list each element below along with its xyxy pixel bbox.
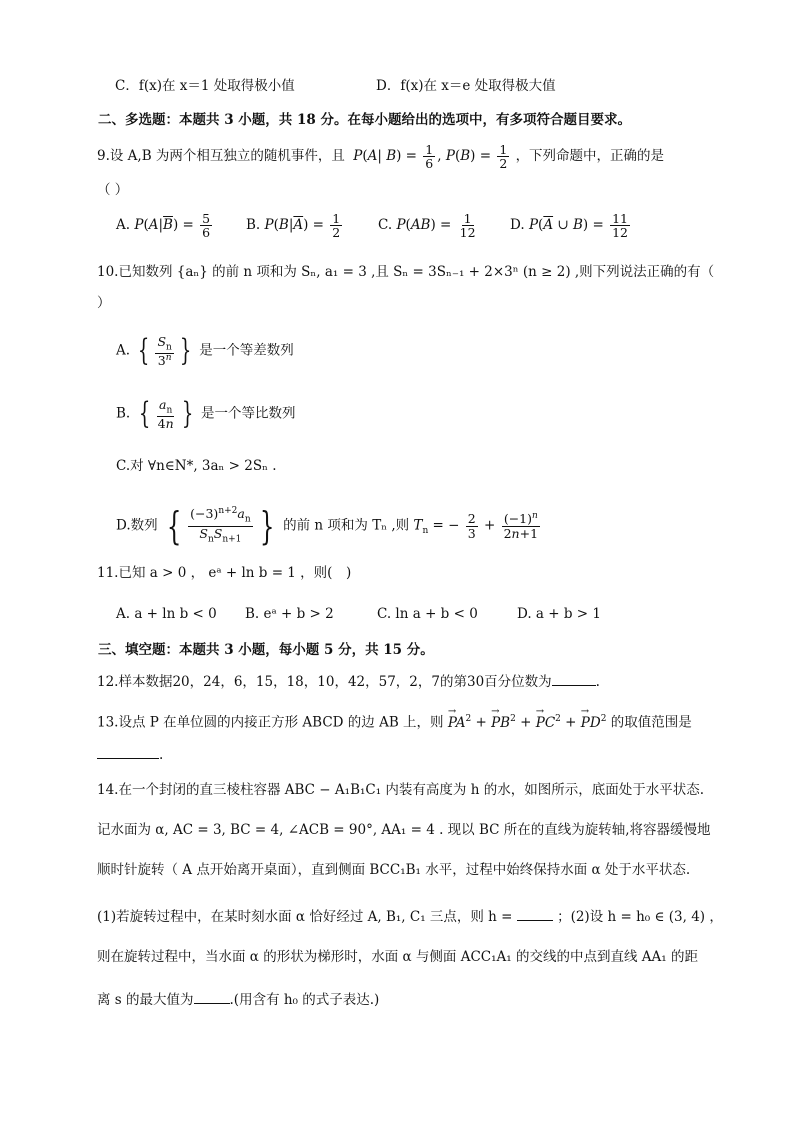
- q14-line-6: 离 s 的最大值为 .(用含有 h₀ 的式子表达.): [97, 989, 379, 1010]
- q13-stem: 13.设点 P 在单位圆的内接正方形 ABCD 的边 AB 上，则 → $PA^2$ + → $PB^2$ + → $PC^2$ + → $PD^2$ 的取值范围是: [97, 709, 692, 733]
- q10-stem-close: ）: [97, 295, 111, 311]
- q14-line-1: 14.在一个封闭的直三棱柱容器 ABC − A₁B₁C₁ 内装有高度为 h 的水，如图所示，底面处于水平状态.: [97, 782, 704, 798]
- q11-option-c: C. ln a + b < 0: [377, 606, 478, 622]
- q14-line-2: 记水面为 α, AC = 3, BC = 4, ∠ACB = 90°, AA₁ = 4 . 现以 BC 所在的直线为旋转轴,将容器缓慢地: [97, 822, 711, 838]
- q12-stem: 12.样本数据20，24，6，15，18，10，42，57，2，7的第30百分位数为 .: [97, 671, 600, 692]
- q10-option-c: C.对 ∀n∈N*, 3aₙ > 2Sₙ .: [116, 458, 277, 474]
- q10-option-d: D.数列 { $\frac{(-3)^{n+2}a_n}{S_nS_{n+1}}$ } 的前 n 项和为 Tₙ ,则 $T_n$ = − $\frac{2}{3}$ + $\frac{(-1)^n}{2n+1}$: [116, 504, 539, 548]
- q9-stem-prefix: 9.设 A,B 为两个相互独立的随机事件，且: [97, 148, 345, 165]
- q14-line-3: 顺时针旋转（ A 点开始离开桌面），直到侧面 BCC₁B₁ 水平，过程中始终保持水面 α 处于水平状态.: [97, 862, 691, 878]
- section-2-heading: 二、多选题：本题共 3 小题，共 18 分。在每小题给出的选项中，有多项符合题目要求。: [98, 112, 631, 128]
- q14-answer-blank-1[interactable]: [517, 906, 553, 921]
- q10-option-b: B. { $\frac{a_n}{4n}$ } 是一个等比数列: [116, 396, 296, 432]
- q10-option-a: A. { $\frac{S_n}{3^n}$ } 是一个等差数列: [116, 333, 294, 369]
- q14-answer-blank-2[interactable]: [194, 989, 230, 1004]
- q9-frac-1-6: $\frac{1}{6}$: [425, 142, 434, 172]
- q11-option-d: D. a + b > 1: [517, 606, 601, 622]
- q11-option-a: A. a + ln b < 0: [116, 606, 217, 622]
- q9-option-c: C. P(AB) = $\frac{1}{12}$: [378, 211, 476, 241]
- q10-stem: 10.已知数列 {aₙ} 的前 n 项和为 Sₙ, a₁ = 3 ,且 Sₙ = 3Sₙ₋₁ + 2×3ⁿ (n ≥ 2) ,则下列说法正确的有（: [97, 264, 715, 280]
- q9-paren: （ ）: [97, 182, 129, 198]
- q9-option-b: B. $P(B|\overline{A})$ = $\frac{1}{2}$: [246, 211, 341, 241]
- q9-frac-1-2: $\frac{1}{2}$: [499, 142, 508, 172]
- q12-answer-blank[interactable]: [552, 671, 596, 686]
- q11-stem: 11.已知 a > 0 ， eᵃ + ln b = 1 ，则( ): [97, 565, 352, 581]
- q14-line-4: (1)若旋转过程中，在某时刻水面 α 恰好经过 A, B₁, C₁ 三点，则 h = ；(2)设 h = h₀ ∈ (3, 4) ，: [97, 906, 723, 927]
- q9-stem: 9.设 A,B 为两个相互独立的随机事件，且 P(A| B) = $\frac{1}{6}$ , P(B) = $\frac{1}{2}$ ，下列命题中，正确的是: [97, 142, 665, 172]
- q14-line-5: 则在旋转过程中，当水面 α 的形状为梯形时，水面 α 与侧面 ACC₁A₁ 的交线的中点到直线 AA₁ 的距: [97, 949, 698, 965]
- section-3-heading: 三、填空题：本题共 3 小题，每小题 5 分，共 15 分。: [98, 642, 434, 658]
- q8-option-d: D．f(x)在 x＝e 处取得极大值: [376, 78, 556, 94]
- q8-option-c: C．f(x)在 x＝1 处取得极小值: [115, 78, 295, 94]
- q9-option-a: A. $P(A|\overline{B})$ = $\frac{5}{6}$: [116, 211, 211, 241]
- q9-option-d: D. $P(\overline{A}$ ∪ B) = $\frac{11}{12}$: [510, 211, 628, 241]
- q11-option-b: B. eᵃ + b > 2: [245, 606, 334, 622]
- q13-answer-blank[interactable]: [97, 744, 159, 759]
- q13-answer-line: .: [97, 744, 163, 765]
- q9-stem-suffix: ，下列命题中，正确的是: [515, 148, 665, 165]
